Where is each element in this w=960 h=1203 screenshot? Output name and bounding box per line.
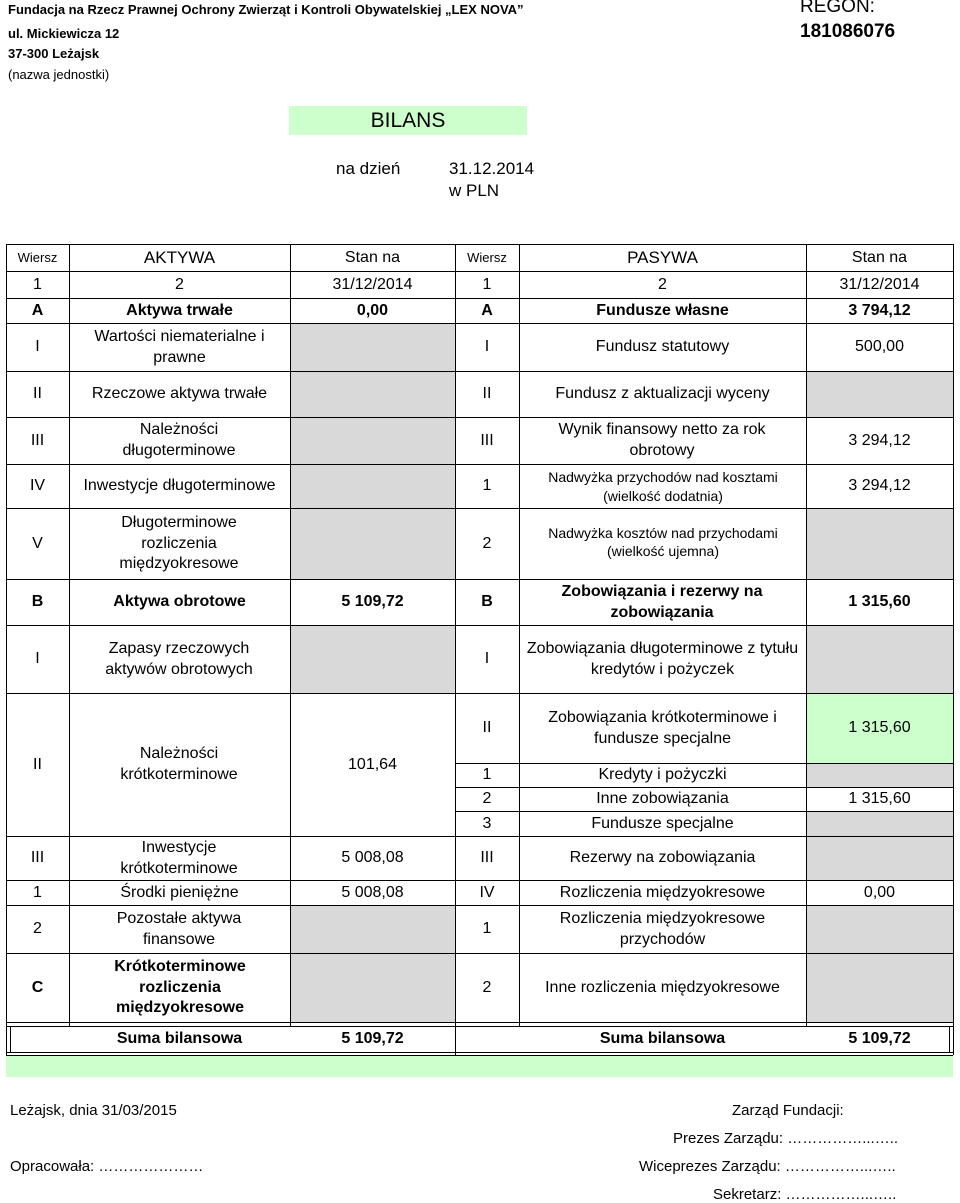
row-label: Inne rozliczenia międzyokresowe	[545, 978, 780, 996]
row-value: 0,00	[863, 883, 896, 901]
col-stan-left-header: Stan na	[344, 248, 401, 266]
col-assets-header: AKTYWA	[143, 247, 216, 267]
numbering-cell: 2	[658, 275, 667, 293]
row-code: 2	[33, 920, 42, 938]
row-label: Krótkoterminowe rozliczenia międzyokresowe	[114, 957, 246, 1017]
gray-cell	[291, 465, 455, 508]
row-label: Fundusze własne	[596, 301, 729, 319]
row-value: 3 294,12	[848, 431, 911, 449]
date-value: 31.12.2014	[449, 159, 535, 178]
numbering-cell: 2	[175, 275, 184, 293]
col-row-right-header: Wiersz	[467, 249, 507, 265]
vice-president-signature: Wiceprezes Zarządu: ……………...…..	[639, 1158, 896, 1175]
row-code: 2	[482, 790, 492, 808]
row-label: Długoterminowe rozliczenia międzyokresowe	[119, 513, 239, 573]
gray-cell	[291, 324, 455, 371]
row-value: 1 315,60	[848, 719, 911, 737]
col-stan-right-header: Stan na	[851, 248, 908, 266]
row-code: 1	[482, 920, 492, 938]
row-code: I	[484, 338, 490, 356]
date-label: na dzień	[336, 159, 401, 178]
numbering-cell: 1	[33, 275, 42, 293]
regon-value: 181086076	[800, 21, 896, 42]
row-label: Kredyty i pożyczki	[598, 766, 727, 784]
row-code: III	[480, 849, 494, 867]
col-row-header: Wiersz	[17, 249, 58, 265]
gray-cell	[807, 906, 953, 953]
row-code: V	[32, 534, 43, 552]
row-label: Zapasy rzeczowych aktywów obrotowych	[105, 639, 253, 678]
unit-note: (nazwa jednostki)	[8, 67, 110, 82]
president-signature: Prezes Zarządu: ……………...…..	[673, 1130, 899, 1147]
row-label: Zobowiązania długoterminowe z tytułu kredytów i pożyczek	[526, 639, 799, 678]
gray-cell	[807, 764, 953, 787]
row-value: 1 315,60	[848, 593, 911, 611]
row-label: Rozliczenia międzyokresowe przychodów	[559, 909, 766, 948]
green-bottom-band	[6, 1056, 953, 1077]
row-value: 500,00	[855, 338, 904, 356]
row-label: Wartości niematerialne i prawne	[94, 327, 265, 366]
gray-cell	[807, 812, 953, 836]
row-code: B	[31, 593, 44, 611]
document-title: BILANS	[289, 106, 527, 135]
gray-cell	[807, 954, 953, 1022]
row-code: II	[33, 385, 42, 403]
row-code: C	[31, 978, 44, 996]
row-label: Nadwyżka kosztów nad przychodami (wielkość ujemna)	[548, 524, 778, 559]
row-code: I	[35, 338, 40, 356]
row-label: Inwestycje długoterminowe	[83, 477, 276, 495]
row-value: 1 315,60	[848, 790, 911, 808]
row-code: 1	[482, 477, 492, 495]
numbering-cell: 31/12/2014	[332, 275, 413, 293]
row-label: Inwestycje krótkoterminowe	[120, 838, 238, 877]
row-code: II	[33, 755, 42, 773]
row-code: 2	[482, 534, 492, 552]
row-code: I	[484, 650, 490, 668]
row-code: I	[35, 650, 40, 668]
gray-cell	[807, 837, 953, 880]
row-code: IV	[29, 477, 46, 495]
gray-cell	[291, 954, 455, 1022]
row-code: II	[482, 719, 492, 737]
assets-total-value: 5 109,72	[341, 1030, 404, 1048]
gray-cell	[807, 372, 953, 417]
row-label: Wynik finansowy netto za rok obrotowy	[558, 421, 766, 459]
gray-cell	[291, 372, 455, 417]
board-label: Zarząd Fundacji:	[732, 1102, 844, 1119]
liabilities-total-label: Suma bilansowa	[599, 1030, 726, 1048]
gray-cell	[807, 509, 953, 579]
place-date: Leżajsk, dnia 31/03/2015	[10, 1102, 177, 1119]
row-code: III	[30, 431, 45, 449]
row-code: 1	[33, 883, 42, 901]
row-label: Należności krótkoterminowe	[120, 745, 238, 783]
row-label: Zobowiązania i rezerwy na zobowiązania	[561, 582, 763, 621]
row-label: Aktywa trwałe	[126, 301, 233, 319]
row-value: 5 109,72	[341, 593, 404, 611]
row-label: Rzeczowe aktywa trwałe	[91, 385, 268, 403]
row-code: A	[481, 301, 493, 319]
row-label: Fundusz z aktualizacji wyceny	[555, 385, 770, 403]
prepared-by: Opracowała: …………………	[10, 1158, 204, 1175]
row-code: II	[482, 385, 492, 403]
currency-note: w PLN	[449, 181, 500, 200]
row-code: III	[30, 849, 45, 867]
row-code: A	[31, 301, 44, 319]
assets-total-label: Suma bilansowa	[116, 1030, 243, 1048]
gray-cell	[291, 418, 455, 464]
row-value: 101,64	[348, 755, 397, 773]
gray-cell	[291, 626, 455, 693]
row-value: 5 008,08	[341, 883, 404, 901]
secretary-signature: Sekretarz: ……………...…..	[713, 1186, 897, 1203]
row-code: III	[480, 431, 494, 449]
row-code: 2	[482, 978, 492, 996]
row-label: Należności długoterminowe	[122, 421, 236, 459]
organization-street: ul. Mickiewicza 12	[8, 26, 120, 41]
organization-name: Fundacja na Rzecz Prawnej Ochrony Zwierząt i Kontroli Obywatelskiej „LEX NOVA”	[8, 2, 524, 17]
row-label: Nadwyżka przychodów nad kosztami (wielkość dodatnia)	[548, 469, 778, 504]
gray-cell	[807, 626, 953, 693]
liabilities-total-value: 5 109,72	[848, 1030, 911, 1048]
row-code: 1	[482, 766, 492, 784]
col-liabilities-header: PASYWA	[627, 247, 698, 267]
numbering-cell: 1	[482, 275, 492, 293]
gray-cell	[291, 906, 455, 953]
numbering-cell: 31/12/2014	[839, 275, 920, 293]
row-label: Zobowiązania krótkoterminowe i fundusze specjalne	[548, 708, 777, 747]
organization-city: 37-300 Leżajsk	[8, 46, 100, 61]
row-code: B	[481, 593, 493, 611]
regon-label: REGON:	[800, 0, 875, 17]
row-code: 3	[482, 814, 492, 832]
row-label: Fundusze specjalne	[591, 814, 734, 832]
row-value: 5 008,08	[341, 849, 404, 867]
gray-cell	[291, 509, 455, 579]
row-label: Rezerwy na zobowiązania	[569, 849, 756, 867]
row-label: Fundusz statutowy	[595, 338, 730, 356]
row-label: Pozostałe aktywa finansowe	[116, 909, 242, 948]
row-value: 3 794,12	[848, 301, 911, 319]
row-code: IV	[479, 883, 495, 901]
row-value: 0,00	[356, 301, 389, 319]
row-label: Aktywa obrotowe	[113, 593, 246, 611]
row-label: Inne zobowiązania	[596, 790, 729, 808]
row-value: 3 294,12	[848, 477, 911, 495]
row-label: Środki pieniężne	[120, 883, 239, 901]
row-label: Rozliczenia międzyokresowe	[559, 883, 766, 901]
